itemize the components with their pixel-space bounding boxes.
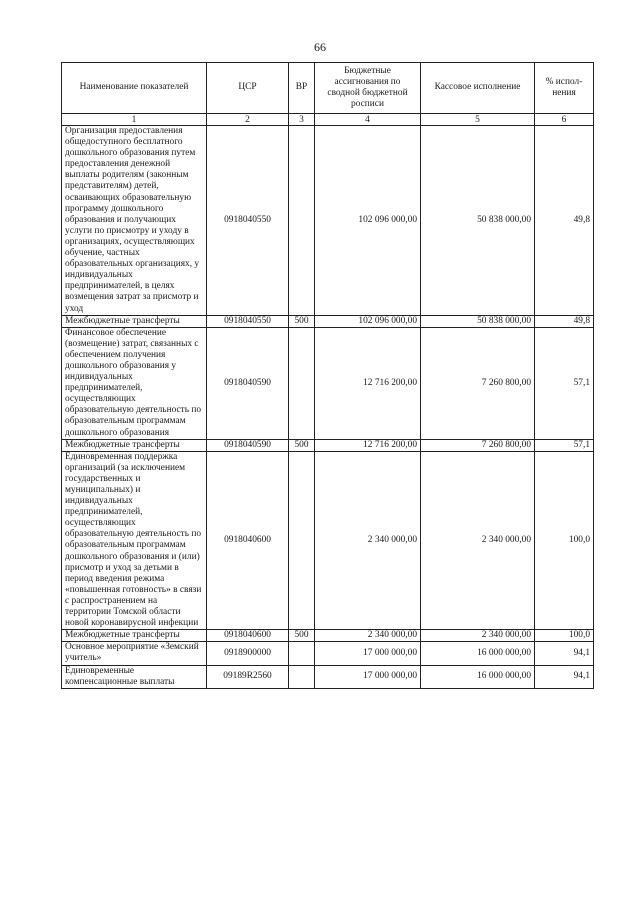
row-csr: 0918040600 — [207, 451, 289, 630]
table-row — [62, 439, 594, 451]
header-csr: ЦСР — [207, 63, 289, 114]
table-row — [62, 642, 594, 665]
row-csr: 0918040590 — [207, 327, 289, 439]
table-row — [62, 327, 594, 439]
table-row — [62, 665, 594, 688]
row-assigned: 12 716 200,00 — [315, 327, 421, 439]
header-execution-percent: % испол- нения — [535, 63, 594, 114]
row-executed: 2 340 000,00 — [421, 451, 535, 630]
budget-execution-table — [61, 62, 594, 689]
row-assigned: 17 000 000,00 — [315, 642, 421, 665]
column-number: 3 — [289, 114, 315, 126]
header-budget-assignments: Бюджетные ассигнования по сводной бюджетной росписи — [315, 63, 421, 114]
row-executed: 16 000 000,00 — [421, 642, 535, 665]
row-csr: 0918040600 — [207, 630, 289, 642]
row-vr: 500 — [289, 315, 315, 327]
row-indicator-name: Межбюджетные трансферты — [62, 630, 207, 642]
header-indicator-name: Наименование показателей — [62, 63, 207, 114]
row-csr: 09189R2560 — [207, 665, 289, 688]
row-executed: 7 260 800,00 — [421, 327, 535, 439]
row-csr: 0918900000 — [207, 642, 289, 665]
row-vr — [289, 642, 315, 665]
row-csr: 0918040550 — [207, 315, 289, 327]
row-vr — [289, 451, 315, 630]
row-vr — [289, 327, 315, 439]
header-vr: ВР — [289, 63, 315, 114]
row-percent: 57,1 — [535, 327, 594, 439]
row-indicator-name: Единовременная поддержка организаций (за исключением государственных и муниципальных) и индивидуальных предпринимателей, осуществляющих образовательную деятельность по образовательным программам дошкольного образования и (или) присмотр и уход за детьми в период введения режима «повышенная готовность» в связи с распространением на территории Томской области новой коронавирусной инфекции — [62, 451, 207, 630]
row-percent: 100,0 — [535, 451, 594, 630]
row-vr: 500 — [289, 439, 315, 451]
row-indicator-name: Межбюджетные трансферты — [62, 315, 207, 327]
row-assigned: 102 096 000,00 — [315, 126, 421, 316]
row-executed: 50 838 000,00 — [421, 126, 535, 316]
row-executed: 50 838 000,00 — [421, 315, 535, 327]
table-header-row — [62, 63, 594, 114]
table-row — [62, 315, 594, 327]
row-assigned: 102 096 000,00 — [315, 315, 421, 327]
row-executed: 16 000 000,00 — [421, 665, 535, 688]
row-assigned: 2 340 000,00 — [315, 451, 421, 630]
row-percent: 94,1 — [535, 665, 594, 688]
row-assigned: 17 000 000,00 — [315, 665, 421, 688]
row-csr: 0918040590 — [207, 439, 289, 451]
row-indicator-name: Организация предоставления общедоступного бесплатного дошкольного образования путем предоставления денежной выплаты родителям (законным представителям) детей, осваивающих образовательную программу дошкольного образования и получающих услуги по присмотру и уходу в организациях, осуществляющих обучение, частных образовательных организациях, у индивидуальных предпринимателей, в целях возмещения затрат за присмотр и уход — [62, 126, 207, 316]
row-assigned: 2 340 000,00 — [315, 630, 421, 642]
row-executed: 2 340 000,00 — [421, 630, 535, 642]
table-row — [62, 630, 594, 642]
header-cash-execution: Кассовое исполнение — [421, 63, 535, 114]
row-executed: 7 260 800,00 — [421, 439, 535, 451]
row-vr — [289, 665, 315, 688]
column-number-row — [62, 114, 594, 126]
row-csr: 0918040550 — [207, 126, 289, 316]
row-assigned: 12 716 200,00 — [315, 439, 421, 451]
row-vr: 500 — [289, 630, 315, 642]
row-percent: 94,1 — [535, 642, 594, 665]
column-number: 4 — [315, 114, 421, 126]
row-indicator-name: Межбюджетные трансферты — [62, 439, 207, 451]
row-percent: 49,8 — [535, 126, 594, 316]
column-number: 1 — [62, 114, 207, 126]
table-row — [62, 451, 594, 630]
row-percent: 100,0 — [535, 630, 594, 642]
row-vr — [289, 126, 315, 316]
row-percent: 57,1 — [535, 439, 594, 451]
page-number: 66 — [314, 40, 326, 54]
row-indicator-name: Единовременные компенсационные выплаты — [62, 665, 207, 688]
row-indicator-name: Основное мероприятие «Земский учитель» — [62, 642, 207, 665]
row-indicator-name: Финансовое обеспечение (возмещение) затрат, связанных с обеспечением получения дошкольного образования у индивидуальных предпринимателей, осуществляющих образовательную деятельность по образовательным программам дошкольного образования — [62, 327, 207, 439]
column-number: 2 — [207, 114, 289, 126]
row-percent: 49,8 — [535, 315, 594, 327]
column-number: 6 — [535, 114, 594, 126]
table-row — [62, 126, 594, 316]
column-number: 5 — [421, 114, 535, 126]
